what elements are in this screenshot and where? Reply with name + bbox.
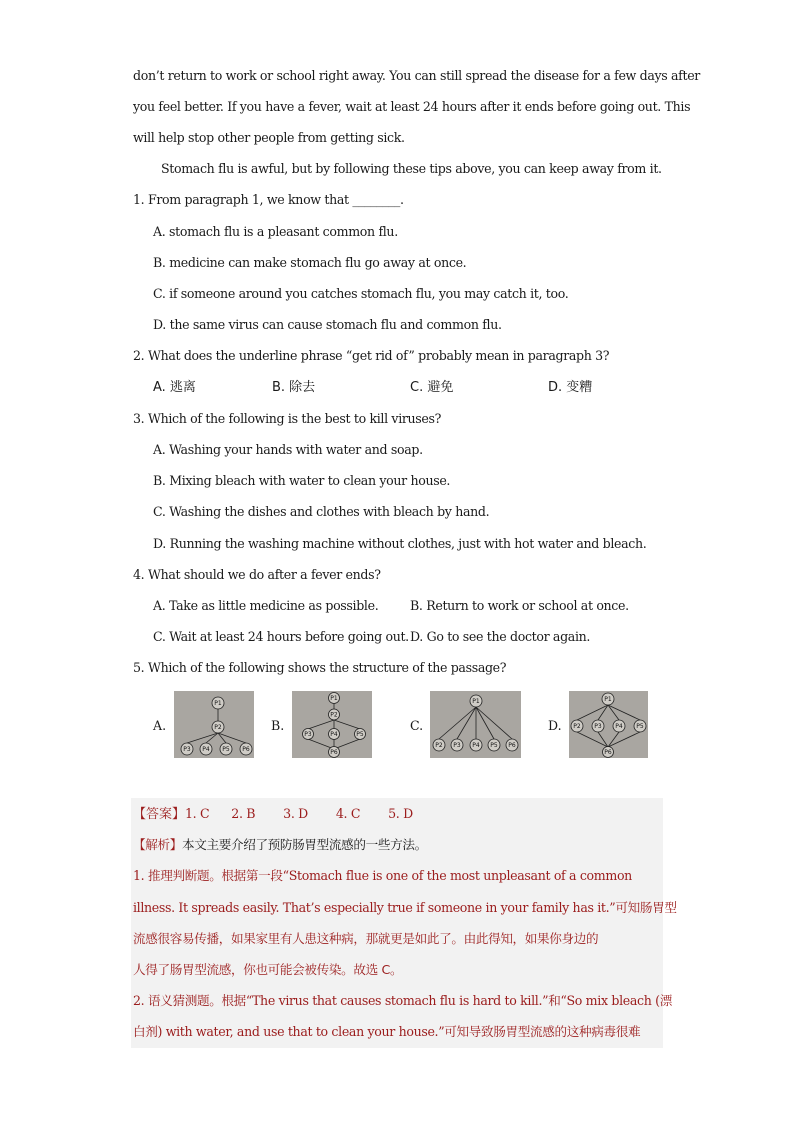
- analysis-line: illness. It spreads easily. That’s especially true if someone in your family has it.”可知肠胃型: [133, 900, 677, 915]
- question-5-stem: 5. Which of the following shows the structure of the passage?: [133, 660, 507, 675]
- answer-section: [131, 798, 663, 1048]
- analysis-line: 白剂) with water, and use that to clean your house.”可知导致肠胃型流感的这种病毒很难: [133, 1024, 641, 1039]
- answer-item-5: 5. D: [388, 806, 413, 821]
- node-p3: P3: [594, 723, 602, 730]
- structure-diagram-b: [292, 691, 372, 758]
- analysis-line: 1. 推理判断题。根据第一段“Stomach flue is one of the most unpleasant of a common: [133, 868, 632, 883]
- node-p3: P3: [183, 746, 191, 753]
- answer-item-1: 1. C: [185, 806, 210, 821]
- node-p4: P4: [202, 746, 210, 753]
- question-3-stem: 3. Which of the following is the best to kill viruses?: [133, 411, 442, 426]
- question-2-option-a: A. 逃离: [153, 380, 196, 395]
- node-p6: P6: [604, 749, 612, 756]
- answer-item-4: 4. C: [335, 806, 361, 821]
- passage-line: will help stop other people from getting sick.: [133, 130, 405, 145]
- node-p2: P2: [214, 724, 222, 731]
- node-p5: P5: [222, 746, 230, 753]
- node-p3: P3: [304, 731, 312, 738]
- question-1-option-b: B. medicine can make stomach flu go away at once.: [153, 255, 467, 270]
- node-p4: P4: [330, 731, 338, 738]
- node-p5: P5: [356, 731, 364, 738]
- node-p1: P1: [330, 695, 338, 702]
- answer-row: [133, 806, 413, 823]
- question-4-option-b: B. Return to work or school at once.: [410, 598, 629, 613]
- structure-diagram-c: [430, 691, 521, 758]
- analysis-line: 流感很容易传播，如果家里有人患这种病，那就更是如此了。由此得知，如果你身边的: [133, 931, 599, 946]
- question-4-option-c: C. Wait at least 24 hours before going out.: [153, 629, 409, 644]
- node-p1: P1: [214, 700, 222, 707]
- structure-diagram-a: [174, 691, 254, 758]
- node-p2: P2: [435, 742, 443, 749]
- analysis-line: 人得了肠胃型流感，你也可能会被传染。故选 C。: [133, 962, 403, 977]
- question-1-option-d: D. the same virus can cause stomach flu and common flu.: [153, 317, 502, 332]
- question-5-option-a: A.: [153, 718, 167, 733]
- question-3-option-d: D. Running the washing machine without clothes, just with hot water and bleach.: [153, 536, 647, 551]
- question-4-option-d: D. Go to see the doctor again.: [410, 629, 591, 644]
- node-p4: P4: [615, 723, 623, 730]
- question-1-option-a: A. stomach flu is a pleasant common flu.: [153, 224, 398, 239]
- question-3-option-a: A. Washing your hands with water and soap.: [153, 442, 423, 457]
- node-p1: P1: [604, 696, 612, 703]
- question-2-option-c: C. 避免: [410, 380, 454, 395]
- passage-line: you feel better. If you have a fever, wait at least 24 hours after it ends before going out. This: [133, 99, 691, 114]
- node-p4: P4: [472, 742, 480, 749]
- node-p6: P6: [242, 746, 250, 753]
- analysis-row: [133, 837, 427, 853]
- node-p2: P2: [330, 711, 338, 719]
- analysis-tag: 【解析】: [133, 837, 182, 852]
- answer-tag: 【答案】: [133, 807, 186, 822]
- passage-conclusion: Stomach flu is awful, but by following these tips above, you can keep away from it.: [161, 161, 662, 176]
- node-p5: P5: [636, 723, 644, 730]
- question-4-stem: 4. What should we do after a fever ends?: [133, 567, 381, 582]
- passage-line: don’t return to work or school right away. You can still spread the disease for a few days after: [133, 68, 700, 83]
- structure-diagram-d: [569, 691, 648, 758]
- question-2-option-b: B. 除去: [272, 380, 316, 395]
- node-p2: P2: [573, 723, 581, 730]
- analysis-line: 2. 语义猜测题。根据“The virus that causes stomach flu is hard to kill.”和“So mix bleach (漂: [133, 993, 672, 1008]
- question-5-option-b: B.: [271, 718, 285, 733]
- analysis-summary: 本文主要介绍了预防肠胃型流感的一些方法。: [181, 837, 427, 852]
- answer-item-3: 3. D: [283, 806, 308, 821]
- question-2-option-d: D. 变糟: [548, 380, 593, 395]
- question-5-option-c: C.: [410, 718, 424, 733]
- question-4-option-a: A. Take as little medicine as possible.: [153, 598, 379, 613]
- question-1-stem: 1. From paragraph 1, we know that ________.: [133, 192, 404, 207]
- node-p1: P1: [472, 698, 480, 705]
- question-3-option-b: B. Mixing bleach with water to clean your house.: [153, 473, 451, 488]
- node-p6: P6: [508, 742, 516, 749]
- answer-item-2: 2. B: [231, 806, 256, 821]
- node-p6: P6: [330, 749, 338, 756]
- question-1-option-c: C. if someone around you catches stomach flu, you may catch it, too.: [153, 286, 569, 301]
- question-2-stem: 2. What does the underline phrase “get rid of” probably mean in paragraph 3?: [133, 348, 610, 363]
- node-p3: P3: [453, 742, 461, 749]
- question-5-option-d: D.: [548, 718, 562, 733]
- question-3-option-c: C. Washing the dishes and clothes with bleach by hand.: [153, 504, 490, 519]
- node-p5: P5: [490, 742, 498, 749]
